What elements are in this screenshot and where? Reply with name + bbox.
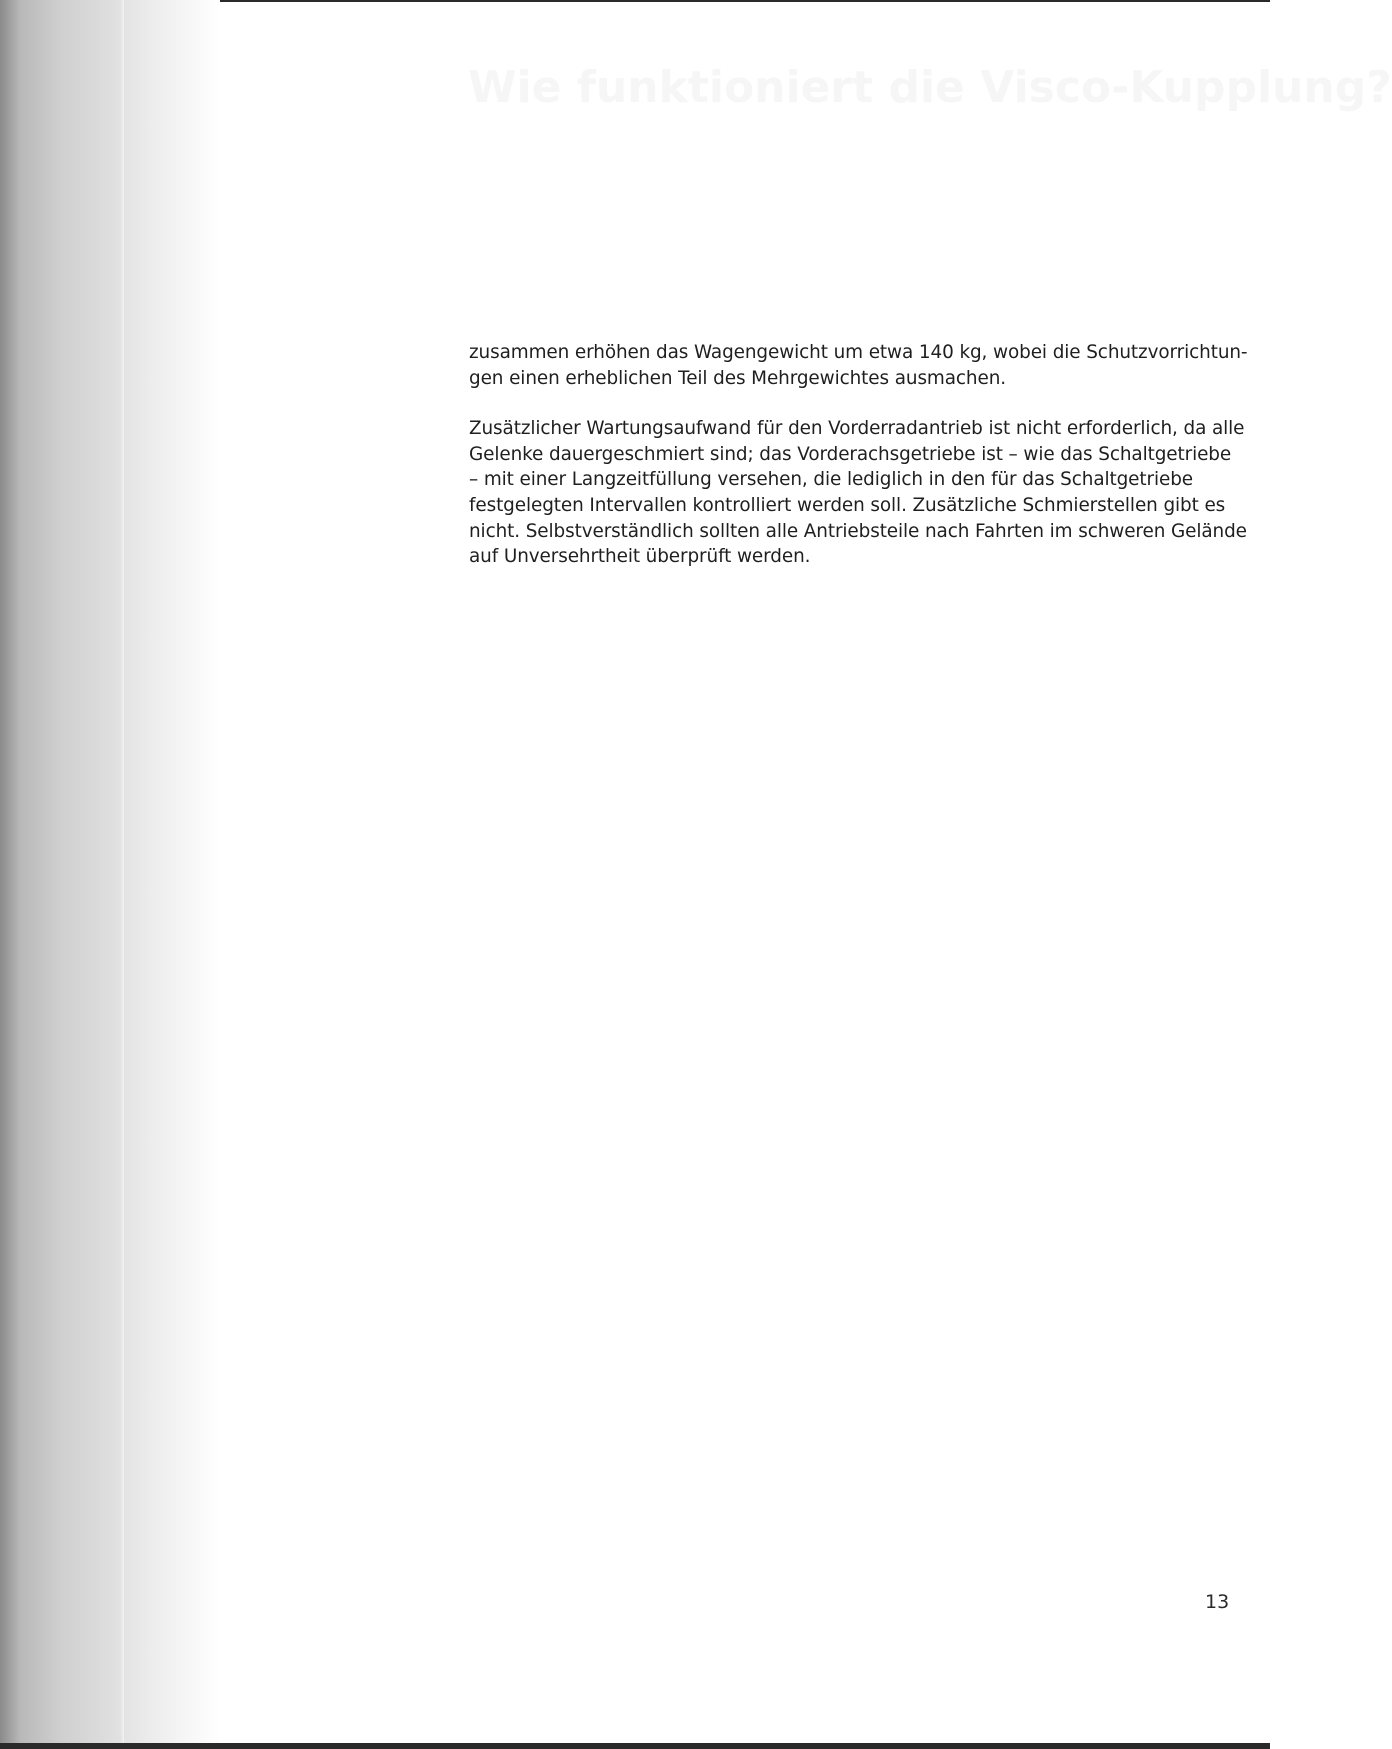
text-line: nicht. Selbstverständlich sollten alle Antriebsteile nach Fahrten im schweren Gelände (469, 520, 1247, 542)
text-line: auf Unversehrtheit überprüft werden. (469, 546, 811, 568)
page-number: 13 (1205, 1591, 1230, 1613)
show-through-heading: Wie funktioniert die Visco-Kupplung? (468, 62, 1392, 113)
paragraph-maintenance (469, 416, 1247, 570)
text-line: gen einen erheblichen Teil des Mehrgewichtes ausmachen. (469, 367, 1006, 389)
paragraph-weight (469, 340, 1248, 391)
binding-shadow (0, 0, 220, 1749)
text-line: zusammen erhöhen das Wagengewicht um etwa 140 kg, wobei die Schutzvorrichtun- (469, 342, 1248, 363)
text-line: festgelegten Intervallen kontrolliert werden soll. Zusätzliche Schmierstellen gibt es (469, 494, 1226, 516)
text-line: – mit einer Langzeitfüllung versehen, die lediglich in den für das Schaltgetriebe (469, 469, 1193, 491)
binding-fold (120, 0, 124, 1749)
body-text (469, 340, 1248, 595)
text-line: Gelenke dauergeschmiert sind; das Vorderachsgetriebe ist – wie das Schaltgetriebe (469, 443, 1232, 465)
text-line: Zusätzlicher Wartungsaufwand für den Vorderradantrieb ist nicht erforderlich, da alle (469, 418, 1245, 440)
scan-bottom-edge (0, 1743, 1270, 1749)
